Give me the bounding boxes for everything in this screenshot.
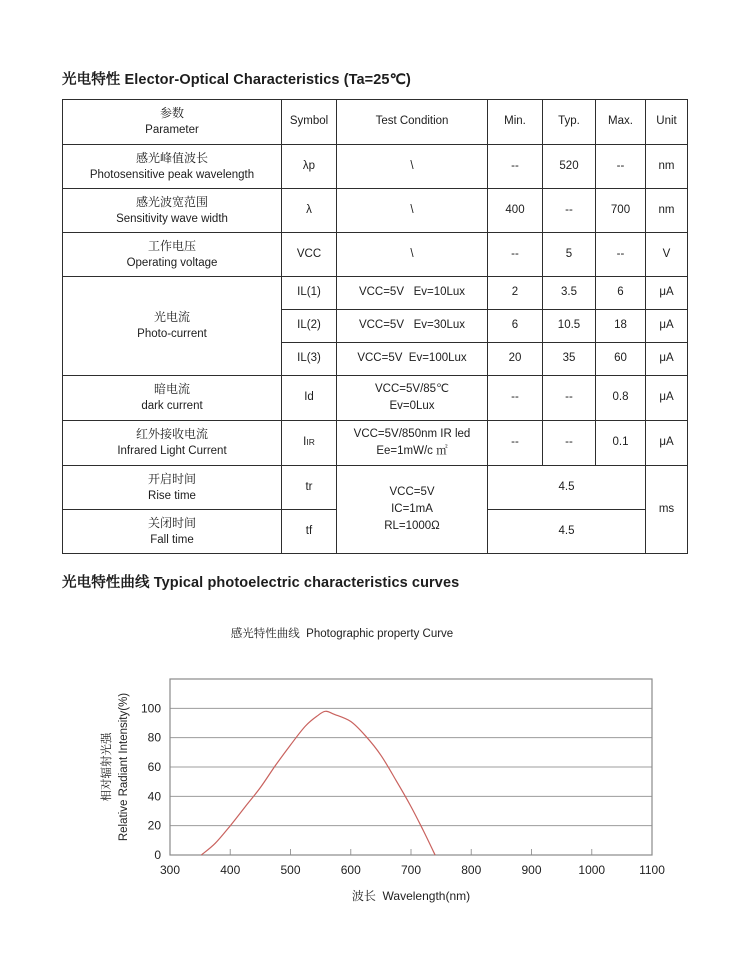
cell-condition: \	[337, 189, 488, 233]
row-rise-time	[63, 466, 688, 510]
cell-typ: --	[543, 376, 596, 421]
cell-parameter	[63, 510, 282, 554]
parameter-cn: 光电流	[153, 310, 190, 325]
cell-parameter-photo-current	[63, 277, 282, 376]
cell-max: --	[596, 233, 646, 277]
cell-max: 60	[596, 343, 646, 376]
cell-typ: 35	[543, 343, 596, 376]
row-infrared-current	[63, 421, 688, 466]
cell-symbol: λ	[282, 189, 337, 233]
condition-line2: IC=1mA	[391, 502, 433, 515]
cell-unit: V	[646, 233, 688, 277]
cell-symbol: tf	[282, 510, 337, 554]
parameter-cn: 红外接收电流	[135, 427, 208, 442]
svg-text:60: 60	[147, 760, 161, 774]
col-header-parameter	[63, 100, 282, 145]
condition-line1: VCC=5V	[389, 485, 435, 498]
cell-symbol	[282, 421, 337, 466]
x-axis-label: 波长 Wavelength(nm)	[351, 889, 471, 903]
cell-condition: VCC=5V Ev=100Lux	[337, 343, 488, 376]
parameter-cn: 工作电压	[147, 238, 196, 253]
col-header-parameter-en: Parameter	[145, 124, 199, 137]
col-header-unit: Unit	[646, 100, 688, 145]
condition-line2: Ev=0Lux	[389, 400, 435, 412]
cell-condition: \	[337, 145, 488, 189]
photoelectric-curve-figure	[62, 675, 750, 927]
svg-text:40: 40	[147, 789, 161, 804]
cell-unit: nm	[646, 189, 688, 233]
cell-symbol: Id	[282, 376, 337, 421]
cell-condition: VCC=5V Ev=10Lux	[337, 277, 488, 310]
row-dark-current	[63, 376, 688, 421]
cell-unit-time: ms	[646, 466, 688, 554]
cell-parameter	[63, 466, 282, 510]
parameter-en: Photo-current	[137, 328, 207, 341]
chart-canvas	[120, 675, 665, 905]
cell-symbol: IL(1)	[282, 277, 337, 310]
col-header-symbol: Symbol	[282, 100, 337, 145]
cell-symbol: IL(3)	[282, 343, 337, 376]
cell-unit: μA	[646, 376, 688, 421]
cell-typ: 10.5	[543, 310, 596, 343]
cell-parameter	[63, 145, 282, 189]
svg-text:20: 20	[147, 818, 161, 833]
cell-min: 2	[488, 277, 543, 310]
cell-unit: μA	[646, 343, 688, 376]
cell-condition	[337, 376, 488, 421]
cell-parameter	[63, 376, 282, 421]
col-header-min: Min.	[488, 100, 543, 145]
parameter-cn: 暗电流	[153, 382, 190, 397]
cell-max: --	[596, 145, 646, 189]
svg-text:400: 400	[220, 863, 241, 877]
parameter-en: Photosensitive peak wavelength	[89, 168, 255, 181]
cell-symbol: λp	[282, 145, 337, 189]
svg-text:80: 80	[147, 730, 161, 745]
parameter-en: dark current	[141, 400, 203, 413]
section-title-electro-optical: 光电特性 Elector-Optical Characteristics (Ta=25℃)	[62, 72, 411, 88]
cell-max: 18	[596, 310, 646, 343]
cell-symbol: IL(2)	[282, 310, 337, 343]
col-header-typ: Typ.	[543, 100, 596, 145]
row-operating-voltage	[63, 233, 688, 277]
cell-unit: nm	[646, 145, 688, 189]
row-photo-current-1	[63, 277, 688, 310]
col-header-max: Max.	[596, 100, 646, 145]
svg-text:700: 700	[400, 863, 422, 877]
svg-text:600: 600	[340, 863, 361, 877]
symbol-subscript: IR	[306, 437, 315, 448]
cell-condition-time	[337, 466, 488, 554]
cell-parameter	[63, 421, 282, 466]
cell-typ: 520	[543, 145, 596, 189]
cell-max: 0.8	[596, 376, 646, 421]
svg-text:900: 900	[521, 863, 542, 877]
cell-condition	[337, 421, 488, 466]
parameter-en: Sensitivity wave width	[116, 212, 228, 225]
parameter-cn: 开启时间	[147, 471, 196, 486]
svg-text:100: 100	[140, 701, 161, 716]
characteristics-table	[62, 99, 688, 554]
y-axis-label-en: Relative Radiant Intensity(%)	[118, 692, 130, 842]
svg-text:300: 300	[159, 863, 181, 877]
cell-max: 6	[596, 277, 646, 310]
condition-line1: VCC=5V/850nm IR led	[353, 427, 471, 440]
cell-unit: μA	[646, 310, 688, 343]
col-header-parameter-cn: 参数	[159, 106, 184, 121]
cell-parameter	[63, 233, 282, 277]
cell-min: 6	[488, 310, 543, 343]
cell-typ: 5	[543, 233, 596, 277]
chart-title: 感光特性曲线 Photographic property Curve	[230, 628, 454, 640]
table-header-row	[63, 100, 688, 145]
cell-symbol: VCC	[282, 233, 337, 277]
cell-max: 0.1	[596, 421, 646, 466]
condition-line1: VCC=5V/85℃	[375, 382, 449, 395]
cell-max: 700	[596, 189, 646, 233]
parameter-en: Infrared Light Current	[117, 445, 227, 458]
cell-fall-value: 4.5	[488, 510, 646, 554]
cell-symbol: tr	[282, 466, 337, 510]
cell-min: 400	[488, 189, 543, 233]
cell-unit: μA	[646, 421, 688, 466]
cell-min: --	[488, 233, 543, 277]
cell-typ: --	[543, 421, 596, 466]
condition-line3: RL=1000Ω	[384, 520, 440, 533]
cell-min: --	[488, 145, 543, 189]
cell-condition: VCC=5V Ev=30Lux	[337, 310, 488, 343]
cell-typ: 3.5	[543, 277, 596, 310]
cell-min: 20	[488, 343, 543, 376]
svg-text:0: 0	[154, 848, 161, 862]
section-title-curves: 光电特性曲线 Typical photoelectric characteristics curves	[62, 575, 460, 591]
parameter-cn: 感光波宽范围	[135, 194, 208, 209]
cell-typ: --	[543, 189, 596, 233]
parameter-cn: 感光峰值波长	[135, 150, 208, 165]
cell-unit: μA	[646, 277, 688, 310]
cell-parameter	[63, 189, 282, 233]
svg-text:800: 800	[461, 863, 482, 877]
cell-rise-value: 4.5	[488, 466, 646, 510]
row-peak-wavelength	[63, 145, 688, 189]
col-header-test-condition: Test Condition	[337, 100, 488, 145]
cell-condition: \	[337, 233, 488, 277]
parameter-en: Rise time	[148, 489, 196, 502]
svg-text:1000: 1000	[578, 863, 606, 877]
parameter-en: Fall time	[150, 533, 194, 546]
svg-text:500: 500	[280, 863, 301, 877]
parameter-en: Operating voltage	[126, 256, 218, 269]
parameter-cn: 关闭时间	[147, 515, 196, 530]
row-sensitivity-range	[63, 189, 688, 233]
symbol-main: I	[303, 436, 307, 449]
cell-min: --	[488, 421, 543, 466]
cell-min: --	[488, 376, 543, 421]
svg-text:1100: 1100	[639, 863, 665, 877]
condition-line2: Ee=1mW/c ㎡	[376, 445, 448, 457]
y-axis-label-cn: 相对辐射光强	[100, 732, 113, 802]
